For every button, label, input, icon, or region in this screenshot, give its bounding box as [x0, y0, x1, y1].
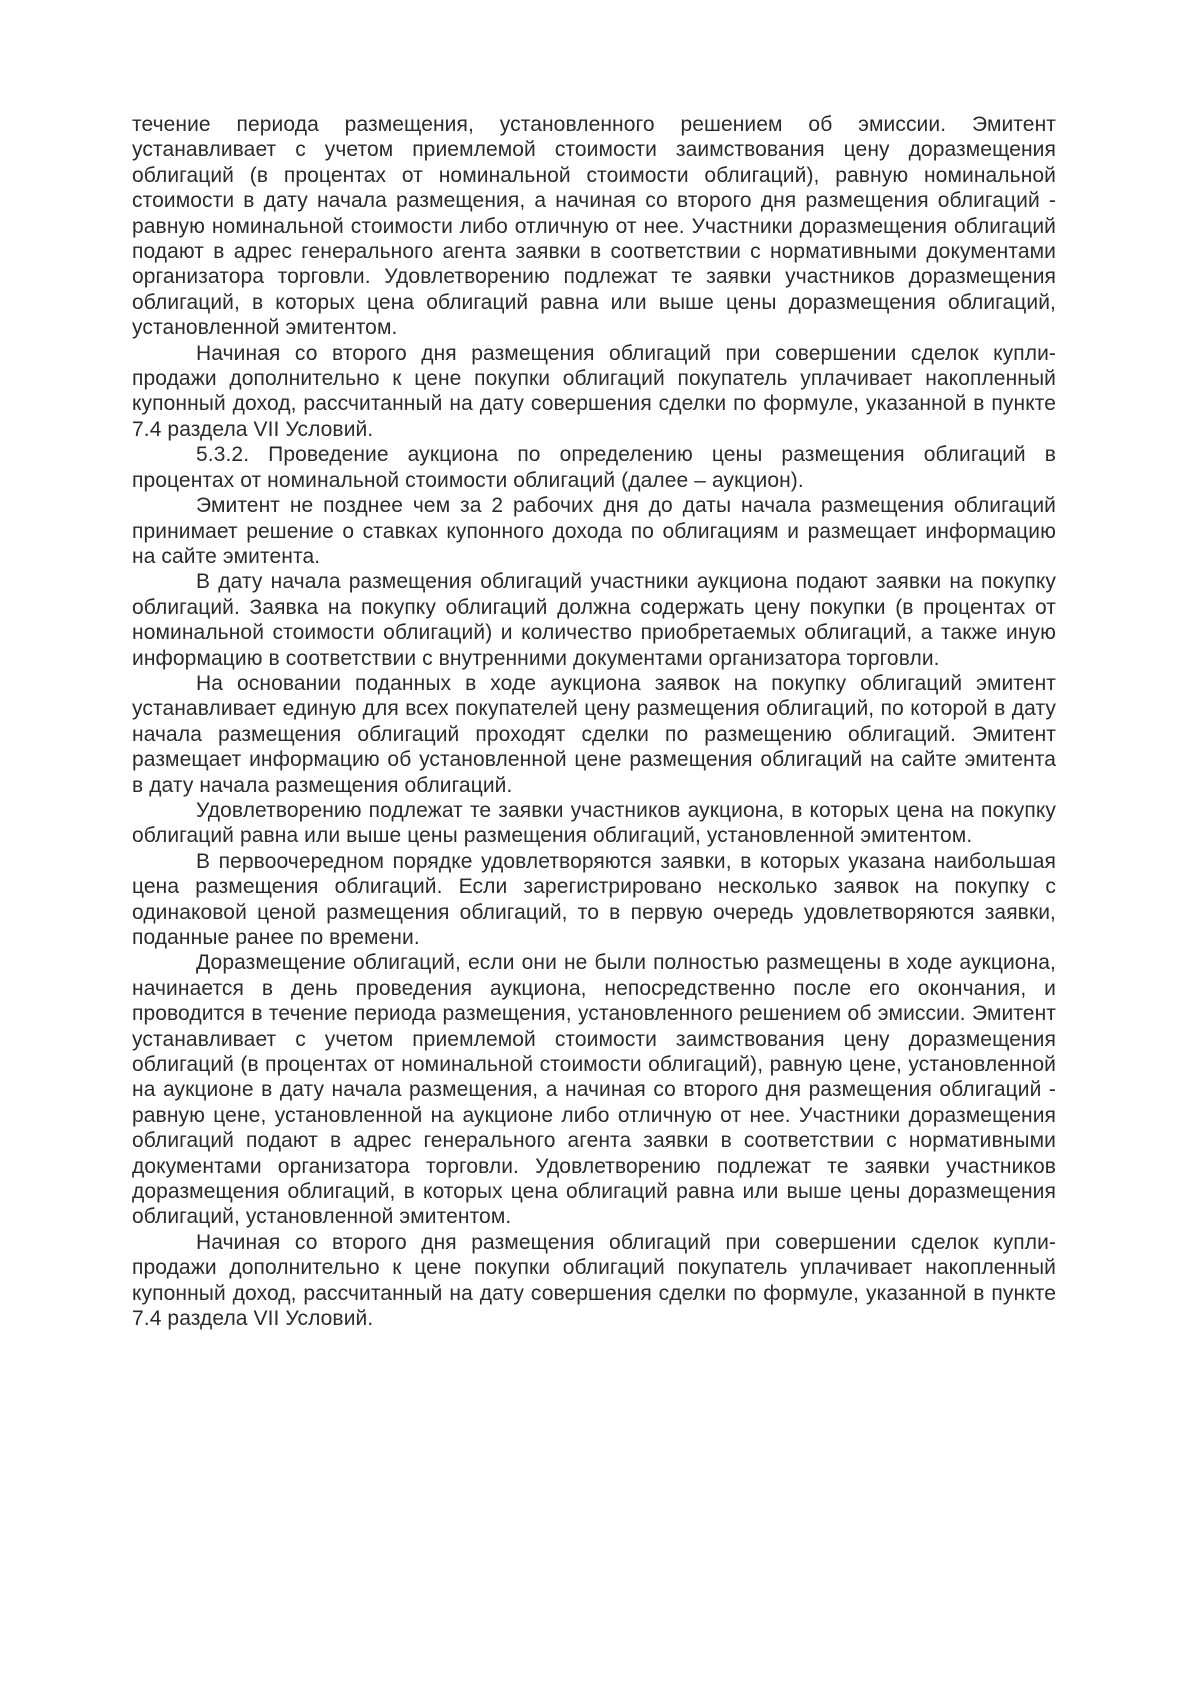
document-body	[132, 112, 1056, 1332]
paragraph: Эмитент не позднее чем за 2 рабочих дня до даты начала размещения облигаций принимает решение о ставках купонного дохода по облигациям и размещает информацию на сайте эмитента.	[132, 494, 1056, 568]
paragraph: На основании поданных в ходе аукциона заявок на покупку облигаций эмитент устанавливает единую для всех покупателей цену размещения облигаций, по которой в дату начала размещения облигаций проходят сделки по размещению облигаций. Эмитент размещает информацию об установленной цене размещения облигаций на сайте эмитента в дату начала размещения облигаций.	[132, 671, 1056, 797]
paragraph: Удовлетворению подлежат те заявки участников аукциона, в которых цена на покупку облигаций равна или выше цены размещения облигаций, установленной эмитентом.	[132, 798, 1056, 848]
paragraph: В дату начала размещения облигаций участники аукциона подают заявки на покупку облигаций. Заявка на покупку облигаций должна содержать цену покупки (в процентах от номинальной стоимости облигаций) и количество приобретаемых облигаций, а также иную информацию в соответствии с внутренними документами организатора торговли.	[132, 570, 1056, 670]
paragraph: течение периода размещения, установленного решением об эмиссии. Эмитент устанавливает с учетом приемлемой стоимости заимствования цену доразмещения облигаций (в процентах от номинальной стоимости облигаций), равную номинальной стоимости в дату начала размещения, а начиная со второго дня размещения облигаций - равную номинальной стоимости либо отличную от нее. Участники доразмещения облигаций подают в адрес генерального агента заявки в соответствии с нормативными документами организатора торговли. Удовлетворению подлежат те заявки участников доразмещения облигаций, в которых цена облигаций равна или выше цены доразмещения облигаций, установленной эмитентом.	[132, 113, 1056, 340]
paragraph: Доразмещение облигаций, если они не были полностью размещены в ходе аукциона, начинается в день проведения аукциона, непосредственно после его окончания, и проводится в течение периода размещения, установленного решением об эмиссии. Эмитент устанавливает с учетом приемлемой стоимости заимствования цену доразмещения облигаций (в процентах от номинальной стоимости облигаций), равную цене, установленной на аукционе в дату начала размещения, а начиная со второго дня размещения облигаций - равную цене, установленной на аукционе либо отличную от нее. Участники доразмещения облигаций подают в адрес генерального агента заявки в соответствии с нормативными документами организатора торговли. Удовлетворению подлежат те заявки участников доразмещения облигаций, в которых цена облигаций равна или выше цены доразмещения облигаций, установленной эмитентом.	[132, 951, 1056, 1229]
paragraph: В первоочередном порядке удовлетворяются заявки, в которых указана наибольшая цена размещения облигаций. Если зарегистрировано несколько заявок на покупку с одинаковой ценой размещения облигаций, то в первую очередь удовлетворяются заявки, поданные ранее по времени.	[132, 849, 1056, 949]
section-heading-paragraph: 5.3.2. Проведение аукциона по определению цены размещения облигаций в процентах от номинальной стоимости облигаций (далее – аукцион).	[132, 443, 1056, 492]
paragraph: Начиная со второго дня размещения облигаций при совершении сделок купли-продажи дополнительно к цене покупки облигаций покупатель уплачивает накопленный купонный доход, рассчитанный на дату совершения сделки по формуле, указанной в пункте 7.4 раздела VII Условий.	[132, 1230, 1056, 1331]
paragraph: Начиная со второго дня размещения облигаций при совершении сделок купли-продажи дополнительно к цене покупки облигаций покупатель уплачивает накопленный купонный доход, рассчитанный на дату совершения сделки по формуле, указанной в пункте 7.4 раздела VII Условий.	[132, 341, 1056, 441]
